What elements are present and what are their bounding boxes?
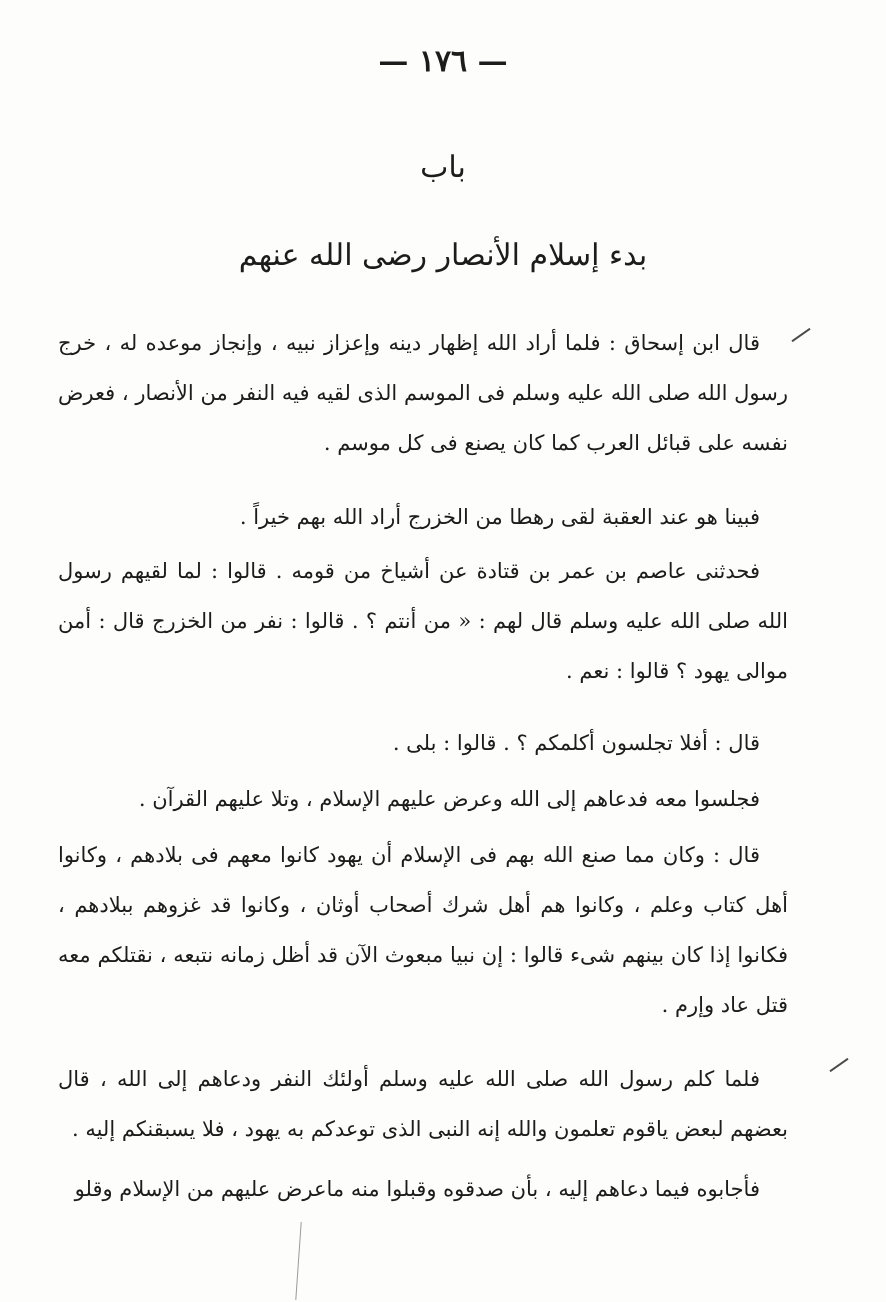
section-label: باب bbox=[420, 150, 466, 185]
body-paragraph bbox=[58, 1054, 788, 1154]
body-paragraph bbox=[58, 718, 788, 768]
margin-mark bbox=[791, 328, 810, 342]
paragraph-text: فأجابوه فيما دعاهم إليه ، بأن صدقوه وقبلوا منه ماعرض عليهم من الإسلام وقلو bbox=[74, 1177, 760, 1201]
paragraph-text: فلما كلم رسول الله صلى الله عليه وسلم أولئك النفر ودعاهم إلى الله ، قال بعضهم لبعض ياقوم تعلمون والله إنه النبى الذى توعدكم به يهود ، فلا يسبقنكم إليه . bbox=[58, 1067, 788, 1141]
paragraph-text: قال : وكان مما صنع الله بهم فى الإسلام أن يهود كانوا معهم فى بلادهم ، وكانوا أهل كتاب وعلم ، وكانوا هم أهل شرك أصحاب أوثان ، وكانوا قد غزوهم ببلادهم ، فكانوا إذا كان بينهم شىء قالوا : إن نبيا مبعوث الآن قد أظل زمانه نتبعه ، نقتلكم معه قتل عاد وإرم . bbox=[58, 843, 788, 1017]
chapter-title: بدء إسلام الأنصار رضى الله عنهم bbox=[238, 238, 648, 273]
margin-mark bbox=[829, 1058, 848, 1072]
body-paragraph bbox=[58, 492, 788, 542]
page-crease bbox=[295, 1222, 301, 1300]
paragraph-text: فجلسوا معه فدعاهم إلى الله وعرض عليهم الإسلام ، وتلا عليهم القرآن . bbox=[138, 787, 760, 811]
body-paragraph bbox=[58, 774, 788, 824]
paragraph-text: قال : أفلا تجلسون أكلمكم ؟ . قالوا : بلى . bbox=[392, 731, 760, 755]
body-paragraph bbox=[58, 318, 788, 468]
paragraph-text: قال ابن إسحاق : فلما أراد الله إظهار دينه وإعزاز نبيه ، وإنجاز موعده له ، خرج رسول الله صلى الله عليه وسلم فى الموسم الذى لقيه فيه النفر من الأنصار ، فعرض نفسه على قبائل العرب كما كان يصنع فى كل موسم . bbox=[58, 331, 788, 455]
page-number: — ١٧٦ — bbox=[378, 44, 508, 79]
body-paragraph bbox=[58, 1164, 788, 1214]
body-paragraph bbox=[58, 546, 788, 696]
paragraph-text: فبينا هو عند العقبة لقى رهطا من الخزرج أراد الله بهم خيراً . bbox=[239, 505, 760, 529]
body-paragraph bbox=[58, 830, 788, 1030]
paragraph-text: فحدثنى عاصم بن عمر بن قتادة عن أشياخ من قومه . قالوا : لما لقيهم رسول الله صلى الله عليه وسلم قال لهم : « من أنتم ؟ . قالوا : نفر من الخزرج قال : أمن موالى يهود ؟ قالوا : نعم . bbox=[58, 559, 788, 683]
